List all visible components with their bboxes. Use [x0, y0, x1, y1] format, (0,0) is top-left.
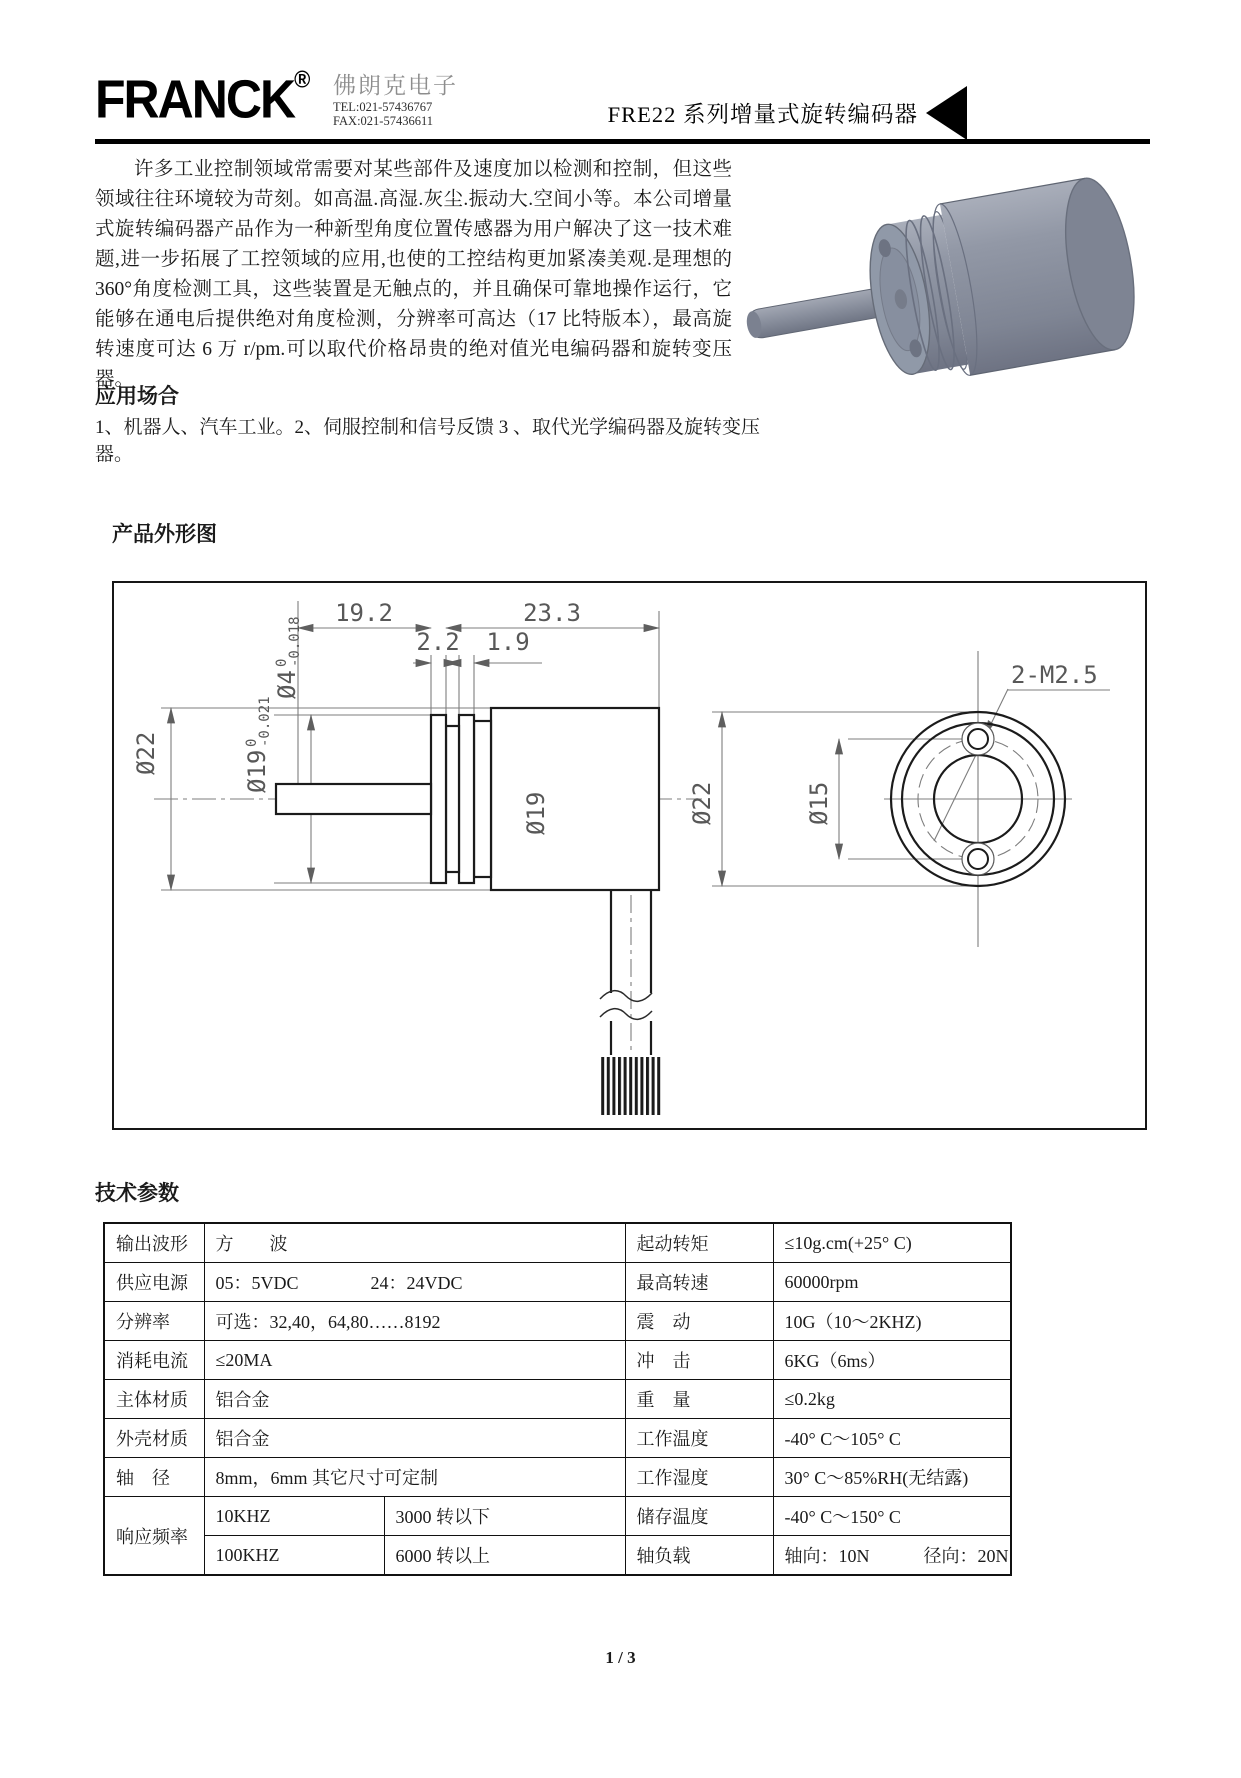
- spec-value-cell: -40° C～150° C: [773, 1497, 1011, 1536]
- spec-label-cell: 冲 击: [625, 1341, 773, 1380]
- spec-label-cell: 储存温度: [625, 1497, 773, 1536]
- spec-label-cell: 最高转速: [625, 1263, 773, 1302]
- table-row: [104, 1497, 1011, 1536]
- spec-value-cell: 8mm，6mm 其它尺寸可定制: [204, 1458, 625, 1497]
- bolt-spec-label: 2-M2.5: [1011, 661, 1098, 689]
- svg-text:Ø19: Ø19: [243, 749, 271, 793]
- cable-wire-ends: [601, 1057, 661, 1115]
- application-heading: 应用场合: [95, 385, 179, 408]
- encoder-3d-render: [737, 170, 1157, 410]
- spec-label-cell: 工作温度: [625, 1419, 773, 1458]
- spec-value-cell: 轴向：10N 径向：20N: [773, 1536, 1011, 1576]
- tel-line: TEL:021-57436767: [333, 100, 433, 114]
- spec-label-cell: 轴负载: [625, 1536, 773, 1576]
- spec-label-cell: 起动转矩: [625, 1223, 773, 1263]
- left-triangle-icon: [926, 86, 967, 140]
- brand-logo: [95, 65, 309, 130]
- svg-text:0: 0: [244, 738, 260, 747]
- spec-label-cell: 轴 径: [104, 1458, 204, 1497]
- table-row: [104, 1380, 1011, 1419]
- fax-line: FAX:021-57436611: [333, 114, 433, 128]
- svg-text:Ø22: Ø22: [132, 731, 160, 775]
- spec-label-cell: 震 动: [625, 1302, 773, 1341]
- table-row: [104, 1341, 1011, 1380]
- outline-drawing-box: [112, 581, 1147, 1130]
- svg-text:Ø15: Ø15: [805, 781, 833, 825]
- svg-text:Ø19: Ø19: [522, 791, 550, 835]
- spec-label-cell: 消耗电流: [104, 1341, 204, 1380]
- spec-value-cell: 方 波: [204, 1223, 625, 1263]
- spec-label-cell: 主体材质: [104, 1380, 204, 1419]
- pilot-dia-label: [243, 696, 273, 793]
- outline-heading: 产品外形图: [112, 523, 217, 546]
- dim-2-2-label: 2.2: [416, 628, 460, 656]
- table-row: [104, 1263, 1011, 1302]
- spec-label-cell: 供应电源: [104, 1263, 204, 1302]
- cable-break-icon: [600, 991, 652, 1020]
- table-row: [104, 1458, 1011, 1497]
- body-dia-left-label: [132, 732, 160, 775]
- spec-label-cell: 重 量: [625, 1380, 773, 1419]
- dim-1-9-label: 1.9: [486, 628, 530, 656]
- spec-value-cell: 10G（10～2KHZ): [773, 1302, 1011, 1341]
- spec-label-cell: 工作湿度: [625, 1458, 773, 1497]
- svg-text:0: 0: [274, 658, 290, 667]
- specs-heading: 技术参数: [95, 1182, 179, 1205]
- dim-19-2-label: 19.2: [335, 599, 393, 627]
- spec-value-cell: 05：5VDC 24：24VDC: [204, 1263, 625, 1302]
- spec-value-cell: 60000rpm: [773, 1263, 1011, 1302]
- spec-table: [103, 1222, 1012, 1576]
- spec-value-cell: 铝合金: [204, 1419, 625, 1458]
- spec-value-cell: 10KHZ: [204, 1497, 384, 1536]
- spec-value-cell: 6KG（6ms）: [773, 1341, 1011, 1380]
- company-name: 佛朗克电子: [333, 73, 458, 98]
- table-row: [104, 1302, 1011, 1341]
- spec-value-cell: 可选：32,40，64,80……8192: [204, 1302, 625, 1341]
- spec-label-cell: 输出波形: [104, 1223, 204, 1263]
- spec-value-cell: ≤10g.cm(+25° C): [773, 1223, 1011, 1263]
- spec-label-cell: 外壳材质: [104, 1419, 204, 1458]
- spec-value-cell: 6000 转以上: [384, 1536, 625, 1576]
- spec-label-cell: 响应频率: [104, 1497, 204, 1576]
- logo-text: FRANCK: [95, 69, 295, 130]
- product-photo: [737, 170, 1157, 410]
- spec-value-cell: ≤20MA: [204, 1341, 625, 1380]
- svg-text:-0.021: -0.021: [257, 696, 273, 747]
- dim-23-3-label: 23.3: [523, 599, 581, 627]
- shaft-dia-label: [273, 616, 303, 699]
- spec-label-cell: 分辨率: [104, 1302, 204, 1341]
- company-block: [333, 74, 458, 128]
- svg-text:-0.018: -0.018: [287, 616, 303, 667]
- registered-mark-icon: ®: [294, 65, 309, 93]
- spec-value-cell: ≤0.2kg: [773, 1380, 1011, 1419]
- svg-text:Ø4: Ø4: [273, 670, 301, 699]
- front-dia-label: [522, 792, 550, 835]
- svg-text:Ø22: Ø22: [688, 781, 716, 825]
- spec-value-cell: 100KHZ: [204, 1536, 384, 1576]
- table-row: [104, 1536, 1011, 1576]
- bolt-circle-dia-label: [805, 782, 833, 825]
- outline-drawing: [114, 583, 1145, 1128]
- page-number: 1 / 3: [605, 1648, 636, 1667]
- spec-value-cell: 铝合金: [204, 1380, 625, 1419]
- side-view: [276, 708, 659, 890]
- intro-paragraph: 许多工业控制领域常需要对某些部件及速度加以检测和控制，但这些领域往往环境较为苛刻。如高温.高湿.灰尘.振动大.空间小等。本公司增量式旋转编码器产品作为一种新型角度位置传感器为用户解决了这一技术难题,进一步拓展了工控领域的应用,也使的工控结构更加紧凑美观.是理想的 360°角度检测工具，这些装置是无触点的，并且确保可靠地操作运行，它能够在通电后提供绝对角度检测，分辨率可高达（17 比特版本），最高旋转速度可达 6 万 r/pm.可以取代价格昂贵的绝对值光电编码器和旋转变压器。: [95, 159, 732, 390]
- doc-title: FRE22 系列增量式旋转编码器: [607, 102, 918, 127]
- end-dia-label: [688, 782, 716, 825]
- application-items: 1、机器人、汽车工业。2、伺服控制和信号反馈 3 、取代光学编码器及旋转变压器。: [95, 417, 761, 465]
- spec-value-cell: 3000 转以下: [384, 1497, 625, 1536]
- spec-value-cell: -40° C～105° C: [773, 1419, 1011, 1458]
- table-row: [104, 1419, 1011, 1458]
- spec-value-cell: 30° C～85%RH(无结露): [773, 1458, 1011, 1497]
- table-row: [104, 1223, 1011, 1263]
- header-rule: [95, 139, 1150, 144]
